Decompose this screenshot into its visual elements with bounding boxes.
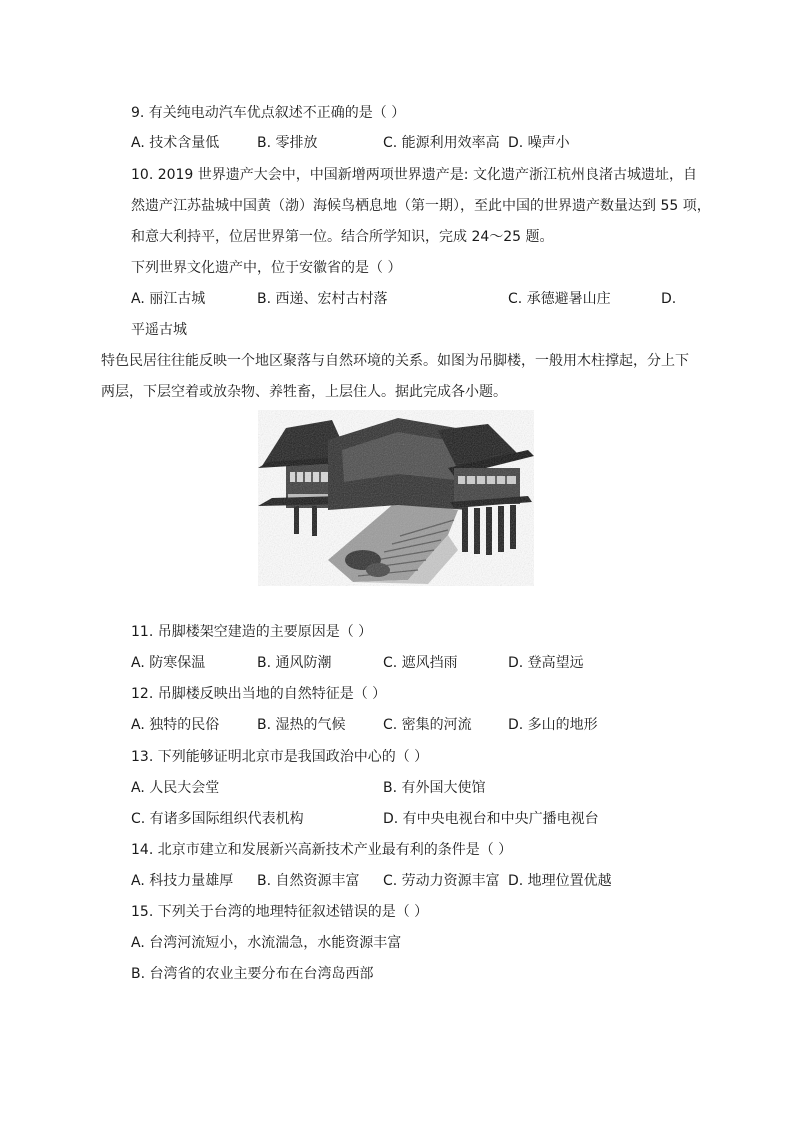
q9-option-b: B. 零排放 (257, 135, 318, 151)
q14-option-b: B. 自然资源丰富 (257, 873, 360, 889)
q13-option-c: C. 有诸多国际组织代表机构 (131, 811, 304, 827)
q10-line-3: 和意大利持平，位居世界第一位。结合所学知识，完成 24～25 题。 (131, 229, 554, 245)
q9-option-a: A. 技术含量低 (131, 135, 220, 151)
q9-option-c: C. 能源利用效率高 (383, 135, 500, 151)
q14-option-c: C. 劳动力资源丰富 (383, 873, 500, 889)
q9-stem: 9. 有关纯电动汽车优点叙述不正确的是（ ） (131, 105, 406, 121)
q12-option-b: B. 湿热的气候 (257, 717, 346, 733)
q10-line-2: 然遗产江苏盐城中国黄（渤）海候鸟栖息地（第一期），至此中国的世界遗产数量达到 55 项， (131, 198, 711, 214)
q10-option-c: C. 承德避暑山庄 (508, 291, 611, 307)
q10-option-a: A. 丽江古城 (131, 291, 206, 307)
stilted-house-image (258, 410, 534, 586)
q10-line-1: 10. 2019 世界遗产大会中，中国新增两项世界遗产是: 文化遗产浙江杭州良渚古城遗址，自 (131, 167, 697, 183)
q12-option-d: D. 多山的地形 (508, 717, 598, 733)
intro-line-1: 特色民居往往能反映一个地区聚落与自然环境的关系。如图为吊脚楼，一般用木柱撑起，分上下 (101, 353, 689, 369)
q11-option-a: A. 防寒保温 (131, 655, 206, 671)
q12-option-c: C. 密集的河流 (383, 717, 472, 733)
q11-option-b: B. 通风防潮 (257, 655, 332, 671)
q13-option-b: B. 有外国大使馆 (383, 780, 486, 796)
q11-option-c: C. 遮风挡雨 (383, 655, 458, 671)
q11-stem: 11. 吊脚楼架空建造的主要原因是（ ） (131, 624, 373, 640)
q14-stem: 14. 北京市建立和发展新兴高新技术产业最有利的条件是（ ） (131, 842, 513, 858)
intro-line-2: 两层，下层空着或放杂物、养牲畜，上层住人。据此完成各小题。 (101, 384, 507, 400)
q15-option-b: B. 台湾省的农业主要分布在台湾岛西部 (131, 966, 374, 982)
q14-option-a: A. 科技力量雄厚 (131, 873, 234, 889)
q13-option-d: D. 有中央电视台和中央广播电视台 (383, 811, 599, 827)
q12-stem: 12. 吊脚楼反映出当地的自然特征是（ ） (131, 686, 387, 702)
q10-option-d: D. (661, 291, 677, 307)
q9-option-d: D. 噪声小 (508, 135, 570, 151)
q12-option-a: A. 独特的民俗 (131, 717, 220, 733)
q13-option-a: A. 人民大会堂 (131, 780, 220, 796)
q15-stem: 15. 下列关于台湾的地理特征叙述错误的是（ ） (131, 904, 429, 920)
q10-option-d-text: 平遥古城 (131, 322, 187, 338)
q15-option-a: A. 台湾河流短小，水流湍急，水能资源丰富 (131, 935, 402, 951)
q14-option-d: D. 地理位置优越 (508, 873, 612, 889)
q13-stem: 13. 下列能够证明北京市是我国政治中心的（ ） (131, 749, 429, 765)
q10-option-b: B. 西递、宏村古村落 (257, 291, 388, 307)
q11-option-d: D. 登高望远 (508, 655, 584, 671)
q10-stem: 下列世界文化遗产中，位于安徽省的是（ ） (131, 260, 402, 276)
